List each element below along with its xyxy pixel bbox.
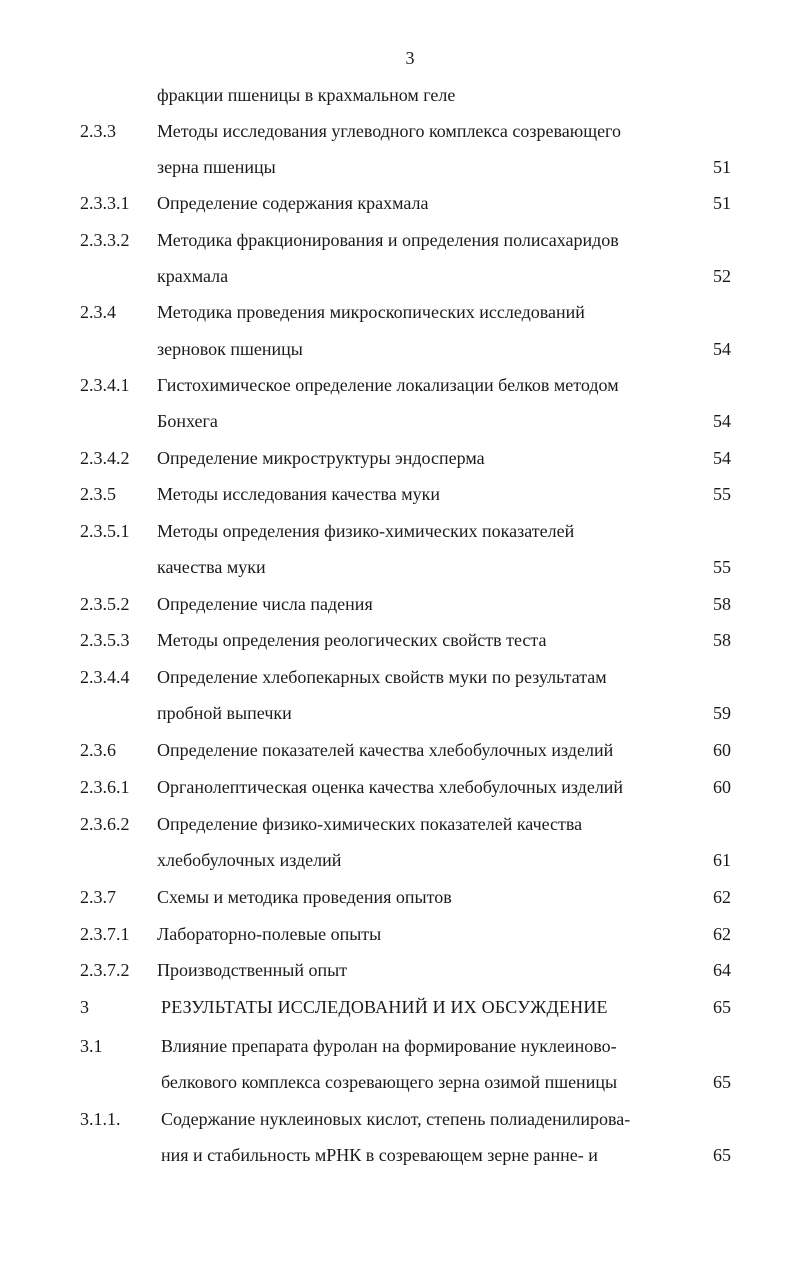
toc-entry-title: ния и стабильность мРНК в созревающем зерне ранне- и bbox=[161, 1145, 598, 1165]
toc-entry-page: 65 bbox=[713, 1145, 731, 1165]
toc-entry-number: 2.3.5 bbox=[80, 484, 116, 504]
toc-entry-page: 58 bbox=[713, 594, 731, 614]
toc-entry-page: 64 bbox=[713, 960, 731, 980]
toc-entry-page: 62 bbox=[713, 887, 731, 907]
toc-entry-number: 2.3.6 bbox=[80, 740, 116, 760]
toc-entry-number: 2.3.5.3 bbox=[80, 630, 130, 650]
toc-entry-title: Методы определения реологических свойств теста bbox=[157, 630, 547, 650]
toc-entry-number: 3 bbox=[80, 997, 89, 1017]
toc-entry-title: Влияние препарата фуролан на формирование нуклеиново- bbox=[161, 1036, 617, 1056]
toc-entry-title: Схемы и методика проведения опытов bbox=[157, 887, 452, 907]
toc-entry-title: Содержание нуклеиновых кислот, степень полиаденилирова- bbox=[161, 1109, 631, 1129]
toc-entry-title: Гистохимическое определение локализации белков методом bbox=[157, 375, 619, 395]
toc-entry-number: 2.3.3 bbox=[80, 121, 116, 141]
toc-entry-number: 3.1.1. bbox=[80, 1109, 121, 1129]
toc-entry-title: Производственный опыт bbox=[157, 960, 348, 980]
toc-entry-title: крахмала bbox=[157, 266, 229, 286]
toc-entry-title: Определение физико-химических показателей качества bbox=[157, 814, 583, 834]
toc-entry-number: 2.3.4.2 bbox=[80, 448, 130, 468]
toc-entry-page: 65 bbox=[713, 997, 731, 1017]
toc-entry-title: Определение числа падения bbox=[157, 594, 373, 614]
toc-entry-title: Лабораторно-полевые опыты bbox=[157, 924, 382, 944]
toc-entry-title: Определение хлебопекарных свойств муки по результатам bbox=[157, 667, 607, 687]
toc-entry-number: 2.3.3.1 bbox=[80, 193, 130, 213]
toc-entry-title: Определение содержания крахмала bbox=[157, 193, 429, 213]
toc-entry-number: 3.1 bbox=[80, 1036, 103, 1056]
toc-entry-title: хлебобулочных изделий bbox=[157, 850, 342, 870]
toc-entry-page: 51 bbox=[713, 157, 731, 177]
toc-entry-number: 2.3.7.2 bbox=[80, 960, 130, 980]
toc-entry-page: 52 bbox=[713, 266, 731, 286]
toc-entry-title: Методы исследования углеводного комплекса созревающего bbox=[157, 121, 621, 141]
toc-entry-number: 2.3.4.4 bbox=[80, 667, 130, 687]
toc-entry-number: 2.3.6.2 bbox=[80, 814, 130, 834]
toc-entry-page: 59 bbox=[713, 703, 731, 723]
toc-entry-title: Методика фракционирования и определения полисахаридов bbox=[157, 230, 619, 250]
toc-entry-title: зерна пшеницы bbox=[157, 157, 276, 177]
toc-entry-title: фракции пшеницы в крахмальном геле bbox=[157, 85, 456, 105]
toc-entry-page: 51 bbox=[713, 193, 731, 213]
toc-entry-number: 2.3.7.1 bbox=[80, 924, 130, 944]
toc-entry-title: Методика проведения микроскопических исследований bbox=[157, 302, 585, 322]
toc-entry-title: белкового комплекса созревающего зерна озимой пшеницы bbox=[161, 1072, 618, 1092]
toc-entry-title: качества муки bbox=[157, 557, 266, 577]
toc-entry-title: пробной выпечки bbox=[157, 703, 292, 723]
toc-entry-title: Определение микроструктуры эндосперма bbox=[157, 448, 485, 468]
toc-entry-page: 55 bbox=[713, 484, 731, 504]
toc-entry-page: 65 bbox=[713, 1072, 731, 1092]
toc-entry-number: 2.3.4 bbox=[80, 302, 116, 322]
toc-entry-title: РЕЗУЛЬТАТЫ ИССЛЕДОВАНИЙ И ИХ ОБСУЖДЕНИЕ bbox=[161, 997, 608, 1017]
toc-entry-title: Методы исследования качества муки bbox=[157, 484, 441, 504]
toc-entry-number: 2.3.4.1 bbox=[80, 375, 130, 395]
toc-entry-title: Органолептическая оценка качества хлебобулочных изделий bbox=[157, 777, 624, 797]
toc-entry-title: Методы определения физико-химических показателей bbox=[157, 521, 575, 541]
page-number: 3 bbox=[405, 48, 415, 68]
toc-entry-title: Определение показателей качества хлебобулочных изделий bbox=[157, 740, 614, 760]
toc-entry-number: 2.3.3.2 bbox=[80, 230, 130, 250]
toc-entry-number: 2.3.5.1 bbox=[80, 521, 130, 541]
toc-entry-page: 61 bbox=[713, 850, 731, 870]
toc-entry-number: 2.3.5.2 bbox=[80, 594, 130, 614]
toc-entry-page: 54 bbox=[713, 448, 731, 468]
toc-entry-page: 60 bbox=[713, 777, 731, 797]
toc-entry-page: 54 bbox=[713, 411, 731, 431]
toc-entry-page: 55 bbox=[713, 557, 731, 577]
toc-entry-title: Бонхега bbox=[157, 411, 218, 431]
toc-entry-page: 58 bbox=[713, 630, 731, 650]
toc-entry-number: 2.3.6.1 bbox=[80, 777, 130, 797]
toc-entry-page: 54 bbox=[713, 339, 731, 359]
toc-entry-title: зерновок пшеницы bbox=[157, 339, 303, 359]
toc-entry-number: 2.3.7 bbox=[80, 887, 116, 907]
toc-entry-page: 62 bbox=[713, 924, 731, 944]
toc-entry-page: 60 bbox=[713, 740, 731, 760]
